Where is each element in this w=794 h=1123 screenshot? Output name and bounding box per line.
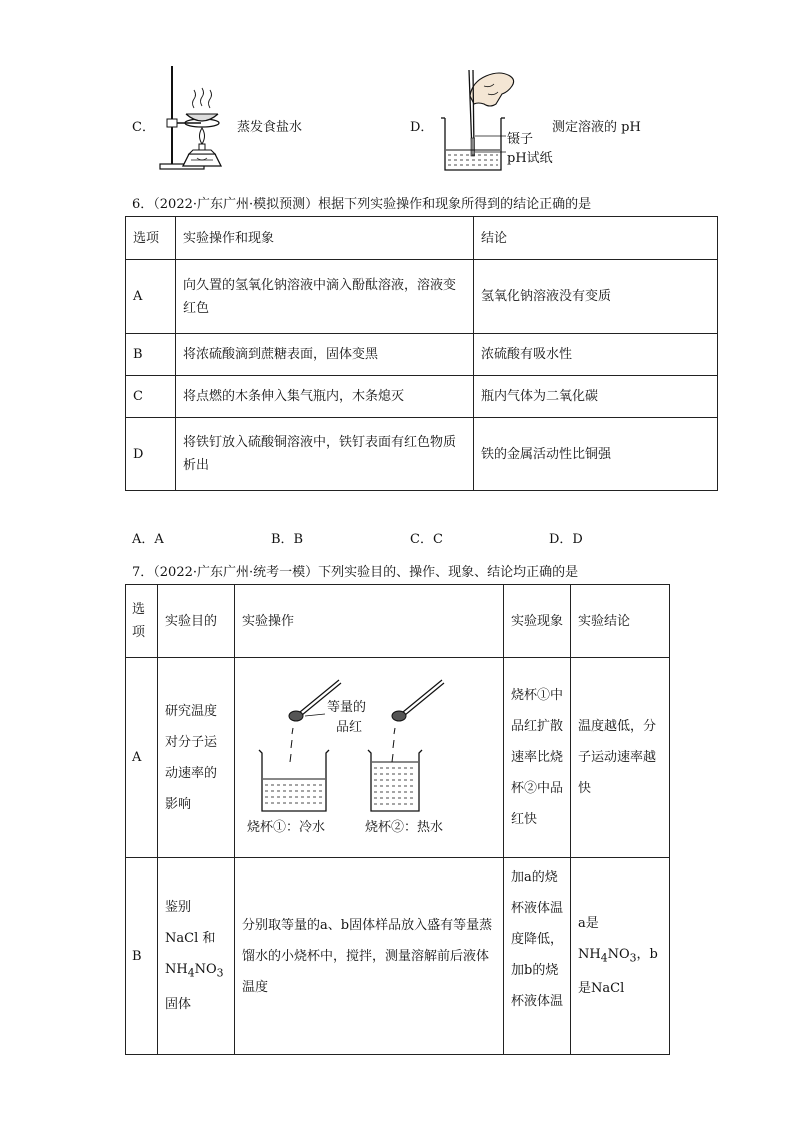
- row-option: A: [126, 260, 176, 334]
- table-row: [126, 260, 718, 334]
- header-purpose: 实验目的: [158, 585, 235, 658]
- choice-b[interactable]: B．B: [271, 532, 304, 547]
- row-phenomenon: 烧杯①中品红扩散速率比烧杯②中品红快: [504, 658, 571, 858]
- header-operation: 实验操作: [235, 585, 504, 658]
- row-option: D: [126, 418, 176, 491]
- dye-label: 品红: [336, 720, 363, 735]
- evaporation-apparatus-figure: [155, 62, 235, 174]
- row-option: C: [126, 376, 176, 418]
- header-conclusion: 结论: [474, 217, 718, 260]
- header-option: 选项: [126, 585, 158, 658]
- choice-a[interactable]: A．A: [132, 532, 164, 547]
- row-conclusion: 铁的金属活动性比铜强: [474, 418, 718, 491]
- table-row: [126, 658, 670, 858]
- row-purpose: 鉴别 NaCl 和 $NH_4NO_3$固体: [158, 858, 235, 1055]
- table-header-row: [126, 217, 718, 260]
- option-d-label: D．: [410, 120, 434, 135]
- dye-amount-label: 等量的: [327, 700, 367, 715]
- option-d-caption: 测定溶液的 pH: [552, 120, 641, 135]
- choice-d[interactable]: D．D: [549, 532, 583, 547]
- question-7-title: 7．（2022·广东广州·统考一模）下列实验目的、操作、现象、结论均正确的是: [132, 565, 579, 580]
- row-conclusion: a是$NH_4NO_3$，b是NaCl: [571, 858, 670, 1055]
- table-header-row: [126, 585, 670, 658]
- question-6-title: 6．（2022·广东广州·模拟预测）根据下列实验操作和现象所得到的结论正确的是: [132, 197, 592, 212]
- row-conclusion: 浓硫酸有吸水性: [474, 334, 718, 376]
- row-operation: 向久置的氢氧化钠溶液中滴入酚酞溶液，溶液变红色: [176, 260, 474, 334]
- row-option: B: [126, 334, 176, 376]
- row-operation: 分别取等量的a、b固体样品放入盛有等量蒸馏水的小烧杯中，搅拌，测量溶解前后液体温度: [235, 858, 504, 1055]
- header-option: 选项: [126, 217, 176, 260]
- table-row: [126, 858, 670, 1055]
- choice-c[interactable]: C．C: [410, 532, 443, 547]
- row-option: A: [126, 658, 158, 858]
- tweezers-label: 镊子: [507, 132, 534, 147]
- row-phenomenon: 加a的烧杯液体温度降低，加b的烧杯液体温: [504, 858, 571, 1055]
- table-row: [126, 334, 718, 376]
- row-purpose: 研究温度对分子运动速率的影响: [158, 658, 235, 858]
- beaker-1-label: 烧杯①：冷水: [247, 820, 326, 835]
- table-row: [126, 376, 718, 418]
- row-option: B: [126, 858, 158, 1055]
- table-row: [126, 418, 718, 491]
- question-7-table: [125, 584, 670, 1055]
- question-6-table: [125, 216, 718, 491]
- row-operation: 将铁钉放入硫酸铜溶液中，铁钉表面有红色物质析出: [176, 418, 474, 491]
- row-conclusion: 瓶内气体为二氧化碳: [474, 376, 718, 418]
- header-conclusion: 实验结论: [571, 585, 670, 658]
- beaker-2-label: 烧杯②：热水: [365, 820, 444, 835]
- row-operation: 将点燃的木条伸入集气瓶内，木条熄灭: [176, 376, 474, 418]
- row-conclusion: 温度越低，分子运动速率越快: [571, 658, 670, 858]
- ph-paper-label: pH试纸: [507, 151, 553, 166]
- header-operation: 实验操作和现象: [176, 217, 474, 260]
- row-conclusion: 氢氧化钠溶液没有变质: [474, 260, 718, 334]
- row-operation: 将浓硫酸滴到蔗糖表面，固体变黑: [176, 334, 474, 376]
- row-operation-figure: [235, 658, 504, 858]
- option-c-caption: 蒸发食盐水: [237, 120, 303, 135]
- option-c-label: C．: [132, 120, 155, 135]
- header-phenomenon: 实验现象: [504, 585, 571, 658]
